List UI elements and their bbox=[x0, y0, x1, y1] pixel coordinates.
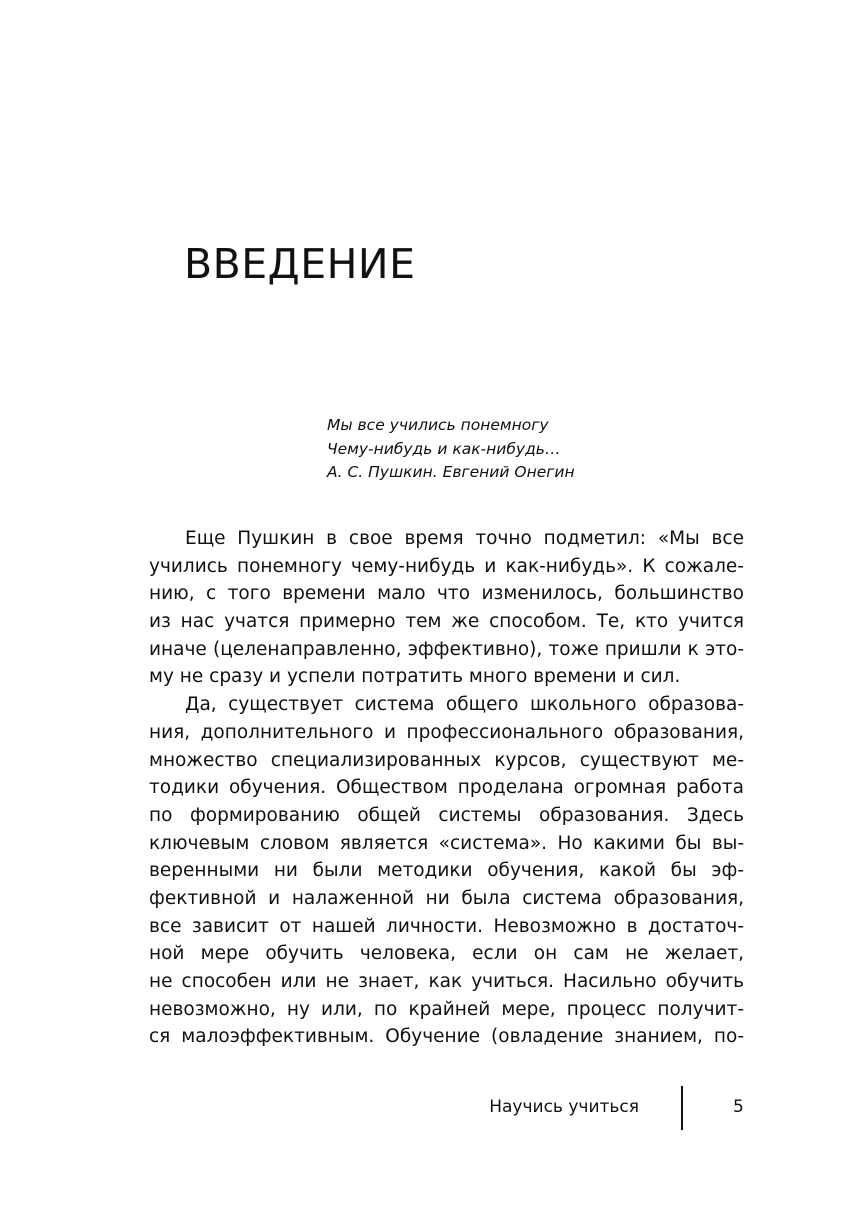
body-line: учились понемногу чему-нибудь и как-нибудь». К сожале- bbox=[149, 555, 744, 577]
body-line: ся малоэффективным. Обучение (овладение знанием, по- bbox=[149, 1026, 744, 1048]
body-line: ния, дополнительного и профессионального образования, bbox=[149, 721, 744, 743]
body-text bbox=[149, 525, 744, 1051]
body-line: Да, существует система общего школьного образова- bbox=[185, 694, 744, 716]
body-line: не способен или не знает, как учиться. Насильно обучить bbox=[149, 971, 744, 992]
epigraph-line: Чему-нибудь и как-нибудь… bbox=[327, 439, 561, 458]
body-line: тодики обучения. Обществом проделана огромная работа bbox=[149, 777, 744, 799]
body-line: веренными ни были методики обучения, какой бы эф- bbox=[149, 860, 744, 882]
body-line: фективной и налаженной ни была система образования, bbox=[149, 887, 744, 909]
body-line: по формированию общей системы образования. Здесь bbox=[149, 804, 744, 826]
body-line: нию, с того времени мало что изменилось, большинство bbox=[149, 583, 744, 605]
body-line: иначе (целенаправленно, эффективно), тоже пришли к это- bbox=[149, 638, 744, 660]
page-number: 5 bbox=[733, 1097, 744, 1117]
body-line: Еще Пушкин в свое время точно подметил: «Мы все bbox=[185, 528, 744, 549]
body-line: ной мере обучить человека, если он сам не желает, bbox=[149, 943, 744, 965]
epigraph-line: Мы все учились понемногу bbox=[327, 416, 549, 434]
epigraph bbox=[327, 414, 747, 485]
body-line: из нас учатся примерно тем же способом. Те, кто учится bbox=[149, 611, 744, 633]
body-line: все зависит от нашей личности. Невозможно в достаточ- bbox=[149, 915, 744, 937]
body-line: ключевым словом является «система». Но какими бы вы- bbox=[149, 832, 744, 854]
body-line: множество специализированных курсов, существуют ме- bbox=[149, 749, 744, 771]
body-line: му не сразу и успели потратить много времени и сил. bbox=[149, 666, 681, 688]
chapter-title: ВВЕДЕНИЕ bbox=[184, 240, 416, 288]
footer-divider bbox=[681, 1086, 683, 1130]
running-title: Научись учиться bbox=[489, 1097, 639, 1117]
body-line: невозможно, ну или, по крайней мере, процесс получит- bbox=[149, 998, 744, 1020]
epigraph-attribution: А. С. Пушкин. Евгений Онегин bbox=[327, 463, 575, 481]
